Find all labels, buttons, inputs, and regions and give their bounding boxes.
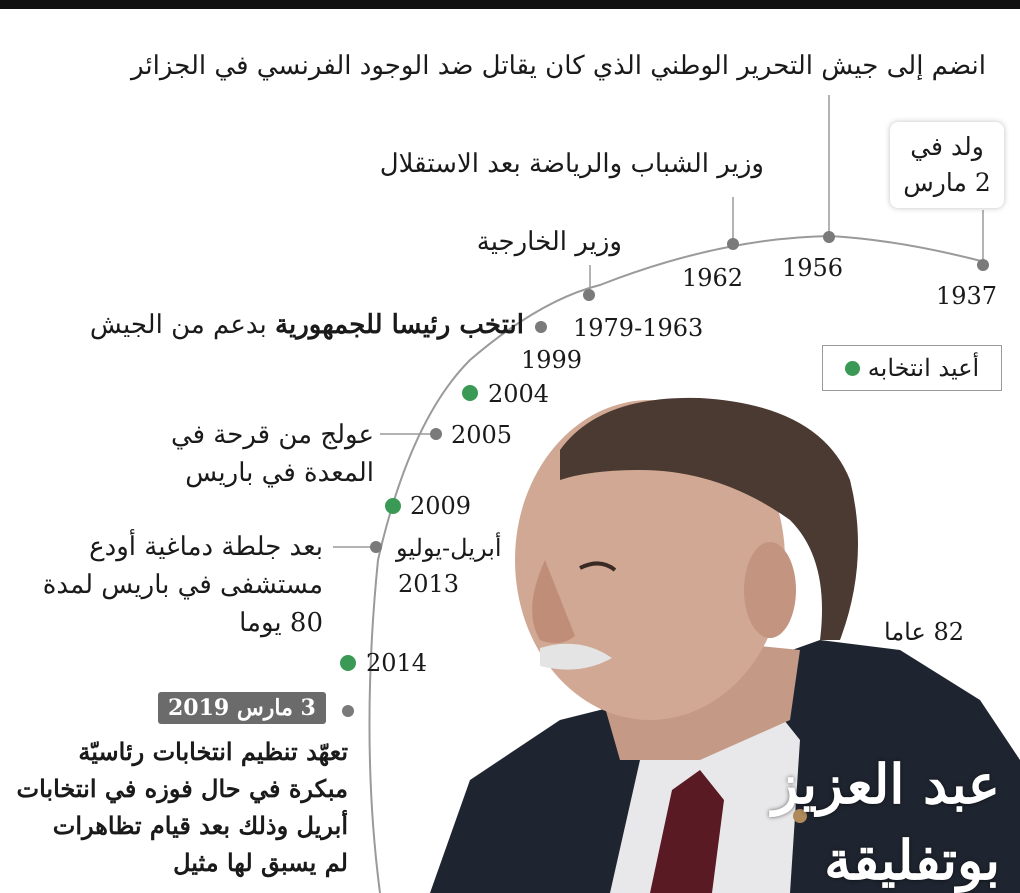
- event-1999-rest: بدعم من الجيش: [89, 310, 276, 340]
- year-1999: 1999: [521, 346, 583, 374]
- dot-2014: [340, 655, 356, 671]
- birth-line-1: ولد في: [910, 132, 984, 161]
- legend: [822, 345, 1002, 391]
- age-label: 82 عاما: [884, 618, 964, 646]
- name-line-2: بوتفليقة: [824, 828, 1000, 892]
- dot-2009: [385, 498, 401, 514]
- event-1999: [90, 306, 524, 344]
- year-2009: 2009: [410, 492, 472, 520]
- event-2019-line-1: تعهّد تنظيم انتخابات رئاسيّة: [78, 737, 348, 766]
- event-2019-line-2: مبكرة في حال فوزه في انتخابات: [16, 774, 348, 803]
- birth-box: [890, 122, 1004, 208]
- dot-1937: [977, 259, 989, 271]
- year-1963: 1979-1963: [573, 314, 704, 342]
- dot-2004: [462, 385, 478, 401]
- event-1956: انضم إلى جيش التحرير الوطني الذي كان يقاتل ضد الوجود الفرنسي في الجزائر: [131, 51, 986, 81]
- event-2019-line-4: لم يسبق لها مثيل: [173, 848, 348, 877]
- dot-1963: [583, 289, 595, 301]
- dot-2019: [342, 705, 354, 717]
- dot-2005: [430, 428, 442, 440]
- year-2014: 2014: [366, 649, 428, 677]
- event-1999-bold: انتخب رئيسا للجمهورية: [275, 310, 524, 340]
- year-1937: 1937: [936, 282, 998, 310]
- event-2013-line-3: 80 يوما: [239, 608, 323, 638]
- year-2013-months: أبريل-يوليو: [396, 534, 502, 562]
- name-line-1: عبد العزيز: [772, 752, 1000, 816]
- event-2005-line-2: المعدة في باريس: [185, 458, 374, 488]
- year-2013: 2013: [398, 570, 460, 598]
- year-1962: 1962: [682, 264, 744, 292]
- dot-1999: [535, 321, 547, 333]
- year-2005: 2005: [451, 421, 513, 449]
- legend-dot: [845, 361, 860, 376]
- event-1962: وزير الشباب والرياضة بعد الاستقلال: [379, 149, 764, 179]
- legend-label: أعيد انتخابه: [867, 354, 980, 382]
- dot-2013: [370, 541, 382, 553]
- event-2019-line-3: أبريل وذلك بعد قيام تظاهرات: [52, 811, 348, 840]
- year-1956: 1956: [782, 254, 844, 282]
- event-1963: وزير الخارجية: [476, 227, 622, 257]
- event-2013-line-2: مستشفى في باريس لمدة: [42, 570, 323, 600]
- event-2013-line-1: بعد جلطة دماغية أودع: [89, 532, 323, 562]
- dot-1956: [823, 231, 835, 243]
- date-2019-tag: 3 مارس 2019: [158, 692, 326, 724]
- year-2004: 2004: [488, 380, 550, 408]
- dot-1962: [727, 238, 739, 250]
- event-2005-line-1: عولج من قرحة في: [170, 420, 374, 450]
- birth-line-2: 2 مارس: [903, 168, 991, 197]
- event-2019: [8, 733, 348, 881]
